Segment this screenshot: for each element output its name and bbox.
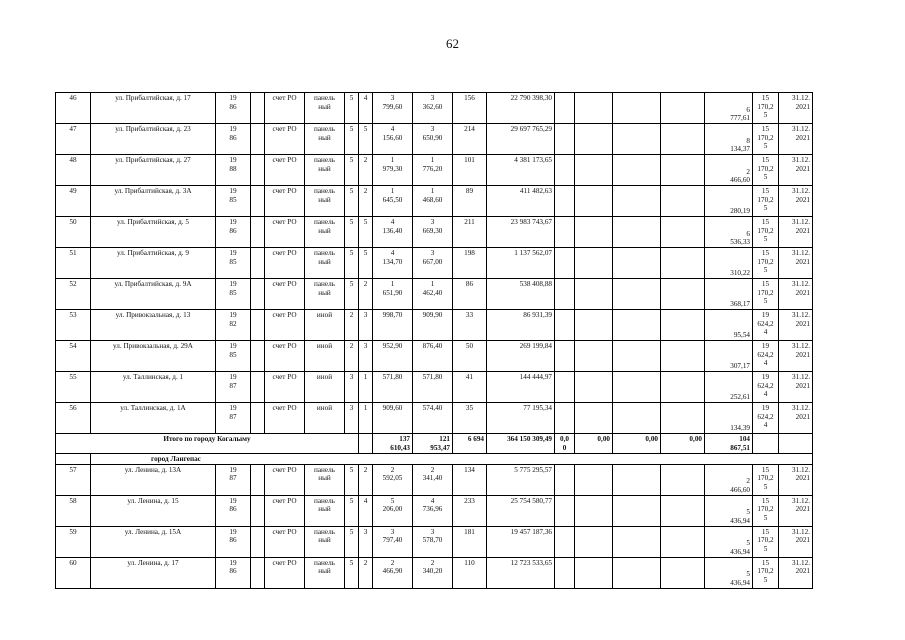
entrances: 1 bbox=[359, 403, 373, 434]
residents: 233 bbox=[453, 495, 487, 526]
table-row bbox=[56, 279, 813, 310]
floors: 2 bbox=[345, 310, 359, 341]
table-row bbox=[56, 526, 813, 557]
build-year: 19 85 bbox=[216, 186, 251, 217]
funding-source: счет РО bbox=[265, 155, 305, 186]
table-row bbox=[56, 93, 813, 124]
funding-source: счет РО bbox=[265, 464, 305, 495]
completion-date: 31.12. 2021 bbox=[779, 341, 813, 372]
area-total: 3 799,60 bbox=[373, 93, 413, 124]
floors: 2 bbox=[345, 341, 359, 372]
max-cost: 15 170,2 5 bbox=[753, 93, 779, 124]
repair-cost: 144 444,97 bbox=[487, 372, 555, 403]
row-number: 55 bbox=[56, 372, 91, 403]
floors: 5 bbox=[345, 93, 359, 124]
address: ул. Прибалтийская, д. 27 bbox=[91, 155, 216, 186]
row-number: 50 bbox=[56, 217, 91, 248]
entrances: 3 bbox=[359, 310, 373, 341]
repair-cost: 1 137 562,07 bbox=[487, 248, 555, 279]
entrances: 2 bbox=[359, 557, 373, 588]
completion-date: 31.12. 2021 bbox=[779, 217, 813, 248]
funding-source: счет РО bbox=[265, 186, 305, 217]
entrances: 5 bbox=[359, 248, 373, 279]
table-row bbox=[56, 372, 813, 403]
max-cost: 19 624,2 4 bbox=[753, 310, 779, 341]
area-residential: 2 341,40 bbox=[413, 464, 453, 495]
entrances: 3 bbox=[359, 526, 373, 557]
build-year: 19 88 bbox=[216, 155, 251, 186]
residents: 181 bbox=[453, 526, 487, 557]
wall-material: панель ный bbox=[305, 155, 345, 186]
area-residential: 574,40 bbox=[413, 403, 453, 434]
funding-source: счет РО bbox=[265, 403, 305, 434]
completion-date: 31.12. 2021 bbox=[779, 124, 813, 155]
specific-cost: 5 436,94 bbox=[705, 557, 753, 588]
area-residential: 909,90 bbox=[413, 310, 453, 341]
build-year: 19 86 bbox=[216, 93, 251, 124]
area-residential: 1 462,40 bbox=[413, 279, 453, 310]
completion-date: 31.12. 2021 bbox=[779, 186, 813, 217]
address: ул. Ленина, д. 17 bbox=[91, 557, 216, 588]
table-row bbox=[56, 217, 813, 248]
completion-date: 31.12. 2021 bbox=[779, 372, 813, 403]
specific-cost: 8 134,37 bbox=[705, 124, 753, 155]
total-specific-cost: 104 867,51 bbox=[705, 434, 753, 454]
row-number: 60 bbox=[56, 557, 91, 588]
area-total: 4 134,70 bbox=[373, 248, 413, 279]
table-row bbox=[56, 310, 813, 341]
completion-date: 31.12. 2021 bbox=[779, 526, 813, 557]
row-number: 56 bbox=[56, 403, 91, 434]
row-number: 54 bbox=[56, 341, 91, 372]
funding-source: счет РО bbox=[265, 557, 305, 588]
specific-cost: 310,22 bbox=[705, 248, 753, 279]
residents: 33 bbox=[453, 310, 487, 341]
repair-cost: 538 408,88 bbox=[487, 279, 555, 310]
row-number: 57 bbox=[56, 464, 91, 495]
build-year: 19 86 bbox=[216, 217, 251, 248]
total-area-residential: 121 953,47 bbox=[413, 434, 453, 454]
build-year: 19 87 bbox=[216, 403, 251, 434]
funding-source: счет РО bbox=[265, 248, 305, 279]
address: ул. Привокзальная, д. 29А bbox=[91, 341, 216, 372]
funding-source: счет РО bbox=[265, 341, 305, 372]
row-number: 53 bbox=[56, 310, 91, 341]
area-residential: 1 776,20 bbox=[413, 155, 453, 186]
funding-source: счет РО bbox=[265, 526, 305, 557]
total-area-total: 137 610,43 bbox=[373, 434, 413, 454]
residents: 110 bbox=[453, 557, 487, 588]
build-year: 19 86 bbox=[216, 495, 251, 526]
total-col-13: 0,0 0 bbox=[555, 434, 575, 454]
table-row bbox=[56, 464, 813, 495]
total-cost: 364 150 309,49 bbox=[487, 434, 555, 454]
area-total: 1 645,50 bbox=[373, 186, 413, 217]
city-heading-row bbox=[56, 454, 813, 465]
specific-cost: 6 777,61 bbox=[705, 93, 753, 124]
residents: 101 bbox=[453, 155, 487, 186]
build-year: 19 85 bbox=[216, 341, 251, 372]
address: ул. Ленина, д. 13А bbox=[91, 464, 216, 495]
floors: 3 bbox=[345, 403, 359, 434]
wall-material: панель ный bbox=[305, 279, 345, 310]
address: ул. Прибалтийская, д. 5 bbox=[91, 217, 216, 248]
total-label: Итого по городу Когалыму bbox=[56, 434, 359, 454]
repair-cost: 411 482,63 bbox=[487, 186, 555, 217]
row-number: 47 bbox=[56, 124, 91, 155]
residents: 198 bbox=[453, 248, 487, 279]
wall-material: панель ный bbox=[305, 557, 345, 588]
repair-cost: 29 697 765,29 bbox=[487, 124, 555, 155]
completion-date: 31.12. 2021 bbox=[779, 464, 813, 495]
funding-source: счет РО bbox=[265, 310, 305, 341]
residents: 89 bbox=[453, 186, 487, 217]
wall-material: иной bbox=[305, 310, 345, 341]
area-residential: 3 667,00 bbox=[413, 248, 453, 279]
residents: 86 bbox=[453, 279, 487, 310]
address: ул. Ленина, д. 15 bbox=[91, 495, 216, 526]
table-row bbox=[56, 403, 813, 434]
table-row bbox=[56, 155, 813, 186]
address: ул. Таллинская, д. 1 bbox=[91, 372, 216, 403]
residents: 134 bbox=[453, 464, 487, 495]
max-cost: 19 624,2 4 bbox=[753, 403, 779, 434]
address: ул. Прибалтийская, д. 17 bbox=[91, 93, 216, 124]
completion-date: 31.12. 2021 bbox=[779, 248, 813, 279]
entrances: 2 bbox=[359, 279, 373, 310]
specific-cost: 95,54 bbox=[705, 310, 753, 341]
address: ул. Таллинская, д. 1А bbox=[91, 403, 216, 434]
floors: 5 bbox=[345, 495, 359, 526]
page-number: 62 bbox=[446, 36, 459, 51]
entrances: 1 bbox=[359, 372, 373, 403]
entrances: 5 bbox=[359, 217, 373, 248]
specific-cost: 368,17 bbox=[705, 279, 753, 310]
row-number: 58 bbox=[56, 495, 91, 526]
specific-cost: 5 436,94 bbox=[705, 526, 753, 557]
address: ул. Ленина, д. 15А bbox=[91, 526, 216, 557]
floors: 5 bbox=[345, 155, 359, 186]
area-total: 2 466,90 bbox=[373, 557, 413, 588]
wall-material: иной bbox=[305, 341, 345, 372]
max-cost: 15 170,2 5 bbox=[753, 186, 779, 217]
entrances: 4 bbox=[359, 495, 373, 526]
area-total: 571,80 bbox=[373, 372, 413, 403]
address: ул. Прибалтийская, д. 23 bbox=[91, 124, 216, 155]
area-total: 4 156,60 bbox=[373, 124, 413, 155]
area-residential: 3 650,90 bbox=[413, 124, 453, 155]
funding-source: счет РО bbox=[265, 372, 305, 403]
max-cost: 15 170,2 5 bbox=[753, 526, 779, 557]
row-number: 48 bbox=[56, 155, 91, 186]
floors: 5 bbox=[345, 526, 359, 557]
total-col-15: 0,00 bbox=[613, 434, 661, 454]
area-total: 2 592,05 bbox=[373, 464, 413, 495]
funding-source: счет РО bbox=[265, 124, 305, 155]
repair-cost: 12 723 533,65 bbox=[487, 557, 555, 588]
specific-cost: 307,17 bbox=[705, 341, 753, 372]
funding-source: счет РО bbox=[265, 495, 305, 526]
funding-source: счет РО bbox=[265, 217, 305, 248]
completion-date: 31.12. 2021 bbox=[779, 557, 813, 588]
completion-date: 31.12. 2021 bbox=[779, 93, 813, 124]
wall-material: панель ный bbox=[305, 186, 345, 217]
wall-material: иной bbox=[305, 403, 345, 434]
build-year: 19 85 bbox=[216, 248, 251, 279]
floors: 5 bbox=[345, 248, 359, 279]
max-cost: 15 170,2 5 bbox=[753, 557, 779, 588]
area-total: 1 979,30 bbox=[373, 155, 413, 186]
wall-material: панель ный bbox=[305, 217, 345, 248]
entrances: 3 bbox=[359, 341, 373, 372]
completion-date: 31.12. 2021 bbox=[779, 279, 813, 310]
area-total: 3 797,40 bbox=[373, 526, 413, 557]
table-row bbox=[56, 124, 813, 155]
address: ул. Привокзальная, д. 13 bbox=[91, 310, 216, 341]
area-residential: 1 468,60 bbox=[413, 186, 453, 217]
wall-material: панель ный bbox=[305, 526, 345, 557]
funding-source: счет РО bbox=[265, 93, 305, 124]
max-cost: 15 170,2 5 bbox=[753, 248, 779, 279]
housing-register-table bbox=[55, 92, 813, 589]
repair-cost: 77 195,34 bbox=[487, 403, 555, 434]
specific-cost: 252,61 bbox=[705, 372, 753, 403]
specific-cost: 134,39 bbox=[705, 403, 753, 434]
area-total: 998,70 bbox=[373, 310, 413, 341]
max-cost: 15 170,2 5 bbox=[753, 124, 779, 155]
build-year: 19 87 bbox=[216, 372, 251, 403]
max-cost: 15 170,2 5 bbox=[753, 495, 779, 526]
wall-material: панель ный bbox=[305, 124, 345, 155]
area-total: 952,90 bbox=[373, 341, 413, 372]
residents: 50 bbox=[453, 341, 487, 372]
entrances: 4 bbox=[359, 93, 373, 124]
residents: 41 bbox=[453, 372, 487, 403]
specific-cost: 2 466,60 bbox=[705, 464, 753, 495]
total-people: 6 694 bbox=[453, 434, 487, 454]
total-row-kogalym bbox=[56, 434, 813, 454]
city-heading: город Лангепас bbox=[91, 454, 813, 465]
area-residential: 2 340,20 bbox=[413, 557, 453, 588]
build-year: 19 85 bbox=[216, 279, 251, 310]
area-residential: 3 362,60 bbox=[413, 93, 453, 124]
address: ул. Прибалтийская, д. 3А bbox=[91, 186, 216, 217]
build-year: 19 86 bbox=[216, 557, 251, 588]
build-year: 19 86 bbox=[216, 526, 251, 557]
floors: 5 bbox=[345, 557, 359, 588]
repair-cost: 19 457 187,36 bbox=[487, 526, 555, 557]
specific-cost: 280,19 bbox=[705, 186, 753, 217]
table-row bbox=[56, 186, 813, 217]
wall-material: панель ный bbox=[305, 464, 345, 495]
repair-cost: 269 199,84 bbox=[487, 341, 555, 372]
floors: 5 bbox=[345, 464, 359, 495]
area-residential: 876,40 bbox=[413, 341, 453, 372]
repair-cost: 4 381 173,65 bbox=[487, 155, 555, 186]
completion-date: 31.12. 2021 bbox=[779, 403, 813, 434]
max-cost: 15 170,2 5 bbox=[753, 217, 779, 248]
repair-cost: 22 790 398,30 bbox=[487, 93, 555, 124]
build-year: 19 87 bbox=[216, 464, 251, 495]
table-row bbox=[56, 341, 813, 372]
row-number: 49 bbox=[56, 186, 91, 217]
row-number: 59 bbox=[56, 526, 91, 557]
floors: 5 bbox=[345, 279, 359, 310]
row-number: 51 bbox=[56, 248, 91, 279]
floors: 5 bbox=[345, 217, 359, 248]
specific-cost: 5 436,94 bbox=[705, 495, 753, 526]
specific-cost: 2 466,60 bbox=[705, 155, 753, 186]
area-residential: 571,80 bbox=[413, 372, 453, 403]
residents: 211 bbox=[453, 217, 487, 248]
completion-date: 31.12. 2021 bbox=[779, 495, 813, 526]
area-total: 5 206,00 bbox=[373, 495, 413, 526]
entrances: 5 bbox=[359, 124, 373, 155]
address: ул. Прибалтийская, д. 9А bbox=[91, 279, 216, 310]
completion-date: 31.12. 2021 bbox=[779, 310, 813, 341]
table-row bbox=[56, 248, 813, 279]
entrances: 2 bbox=[359, 186, 373, 217]
max-cost: 15 170,2 5 bbox=[753, 464, 779, 495]
floors: 3 bbox=[345, 372, 359, 403]
floors: 5 bbox=[345, 124, 359, 155]
repair-cost: 23 983 743,67 bbox=[487, 217, 555, 248]
total-col-16: 0,00 bbox=[661, 434, 705, 454]
specific-cost: 6 536,33 bbox=[705, 217, 753, 248]
repair-cost: 5 775 295,57 bbox=[487, 464, 555, 495]
row-number: 46 bbox=[56, 93, 91, 124]
wall-material: иной bbox=[305, 372, 345, 403]
residents: 156 bbox=[453, 93, 487, 124]
area-total: 909,60 bbox=[373, 403, 413, 434]
completion-date: 31.12. 2021 bbox=[779, 155, 813, 186]
area-residential: 4 736,96 bbox=[413, 495, 453, 526]
residents: 214 bbox=[453, 124, 487, 155]
table-row bbox=[56, 495, 813, 526]
build-year: 19 82 bbox=[216, 310, 251, 341]
address: ул. Прибалтийская, д. 9 bbox=[91, 248, 216, 279]
area-total: 1 651,90 bbox=[373, 279, 413, 310]
repair-cost: 25 754 580,77 bbox=[487, 495, 555, 526]
funding-source: счет РО bbox=[265, 279, 305, 310]
area-residential: 3 669,30 bbox=[413, 217, 453, 248]
entrances: 2 bbox=[359, 464, 373, 495]
entrances: 2 bbox=[359, 155, 373, 186]
total-col-14: 0,00 bbox=[575, 434, 613, 454]
build-year: 19 86 bbox=[216, 124, 251, 155]
table-row bbox=[56, 557, 813, 588]
max-cost: 19 624,2 4 bbox=[753, 341, 779, 372]
max-cost: 15 170,2 5 bbox=[753, 279, 779, 310]
row-number: 52 bbox=[56, 279, 91, 310]
area-total: 4 136,40 bbox=[373, 217, 413, 248]
max-cost: 19 624,2 4 bbox=[753, 372, 779, 403]
residents: 35 bbox=[453, 403, 487, 434]
wall-material: панель ный bbox=[305, 248, 345, 279]
wall-material: панель ный bbox=[305, 93, 345, 124]
max-cost: 15 170,2 5 bbox=[753, 155, 779, 186]
floors: 5 bbox=[345, 186, 359, 217]
wall-material: панель ный bbox=[305, 495, 345, 526]
repair-cost: 86 931,39 bbox=[487, 310, 555, 341]
area-residential: 3 578,70 bbox=[413, 526, 453, 557]
